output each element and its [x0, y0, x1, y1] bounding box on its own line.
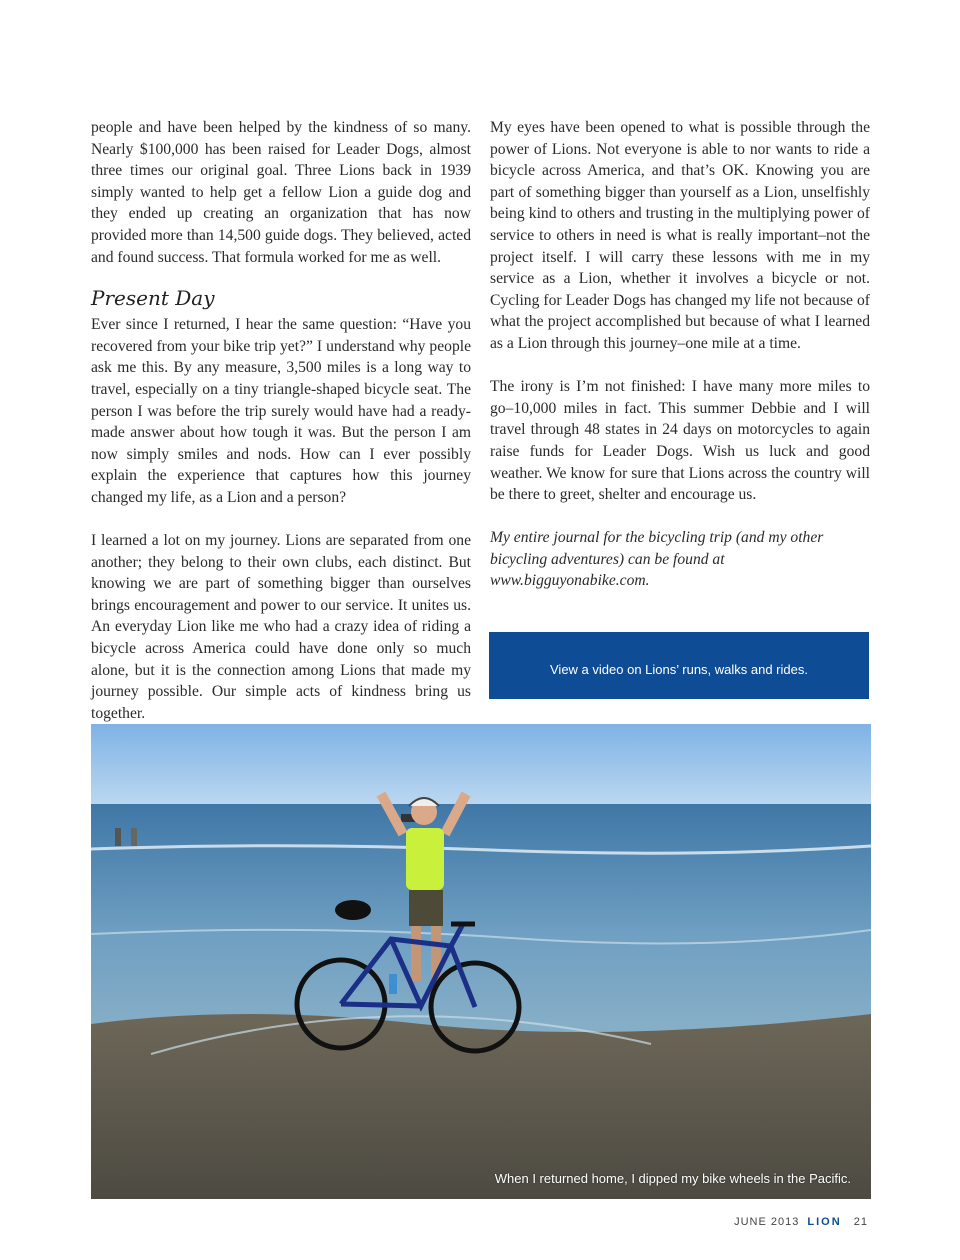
- section-heading: Present Day: [91, 286, 215, 311]
- journal-note: My entire journal for the bicycling trip (and my other bicycling adventures) can be found at www.bigguyonabike.com.: [490, 529, 824, 590]
- body-paragraph: Ever since I returned, I hear the same question: “Have you recovered from your bike trip yet?” I understand why people ask me this. By any measure, 3,500 miles is a long way to travel, especially on a tiny triangle-shaped bicycle seat. The person I was before the trip surely would have had a ready-made answer about how tough it was. But the person I am now simply smiles and nods. How can I ever possibly explain the experience that captures how this journey changed my life, as a Lion and a person?: [91, 316, 471, 506]
- body-paragraph: people and have been helped by the kindness of so many. Nearly $100,000 has been raised for Leader Dogs, almost three times our original goal. Three Lions back in 1939 simply wanted to help get a fellow Lion a guide dog and they ended up creating an organization that has now provided more than 14,500 guide dogs. They believed, acted and found success. That formula worked for me as well.: [91, 119, 471, 266]
- body-paragraph: I learned a lot on my journey. Lions are separated from one another; they belong to their own clubs, each distinct. But knowing we are part of something bigger than ourselves brings encouragement and power to our service. It unites us. An everyday Lion like me who had a crazy idea of riding a bicycle across America could have done only so much alone, but it is the connection among Lions that made my journey possible. Our simple acts of kindness bring us together.: [91, 532, 471, 722]
- body-paragraph: The irony is I’m not finished: I have many more miles to go–10,000 miles in fact. This summer Debbie and I will travel through 48 states in 24 days on motorcycles to again raise funds for Leader Dogs. Wish us luck and good weather. We know for sure that Lions across the country will be there to greet, shelter and encourage us.: [490, 378, 870, 504]
- video-link-label[interactable]: View a video on Lions’ runs, walks and rides.: [550, 662, 808, 677]
- magazine-name: LION: [807, 1216, 842, 1228]
- page-footer: [734, 1216, 868, 1228]
- left-column: [91, 117, 471, 724]
- photo-caption: When I returned home, I dipped my bike wheels in the Pacific.: [494, 1171, 851, 1186]
- issue-date: JUNE 2013: [734, 1216, 800, 1228]
- video-link-box[interactable]: [489, 632, 869, 699]
- body-paragraph: My eyes have been opened to what is possible through the power of Lions. Not everyone is able to nor wants to ride a bicycle across America, and that’s OK. Knowing you are part of something bigger than yourself as a Lion, unselfishly being kind to others and trusting in the multiplying power of service to others in need is what is really important–not the project itself. I will carry these lessons with me in my service as a Lion, whether it involves a bicycle or not. Cycling for Leader Dogs has changed my life not because of what the project accomplished but because of what I learned as a Lion through this journey–one mile at a time.: [490, 119, 870, 352]
- beach-photo-illustration: [91, 724, 871, 1199]
- page-number: 21: [853, 1216, 868, 1228]
- beach-photo: [91, 724, 871, 1199]
- right-column: [490, 117, 870, 592]
